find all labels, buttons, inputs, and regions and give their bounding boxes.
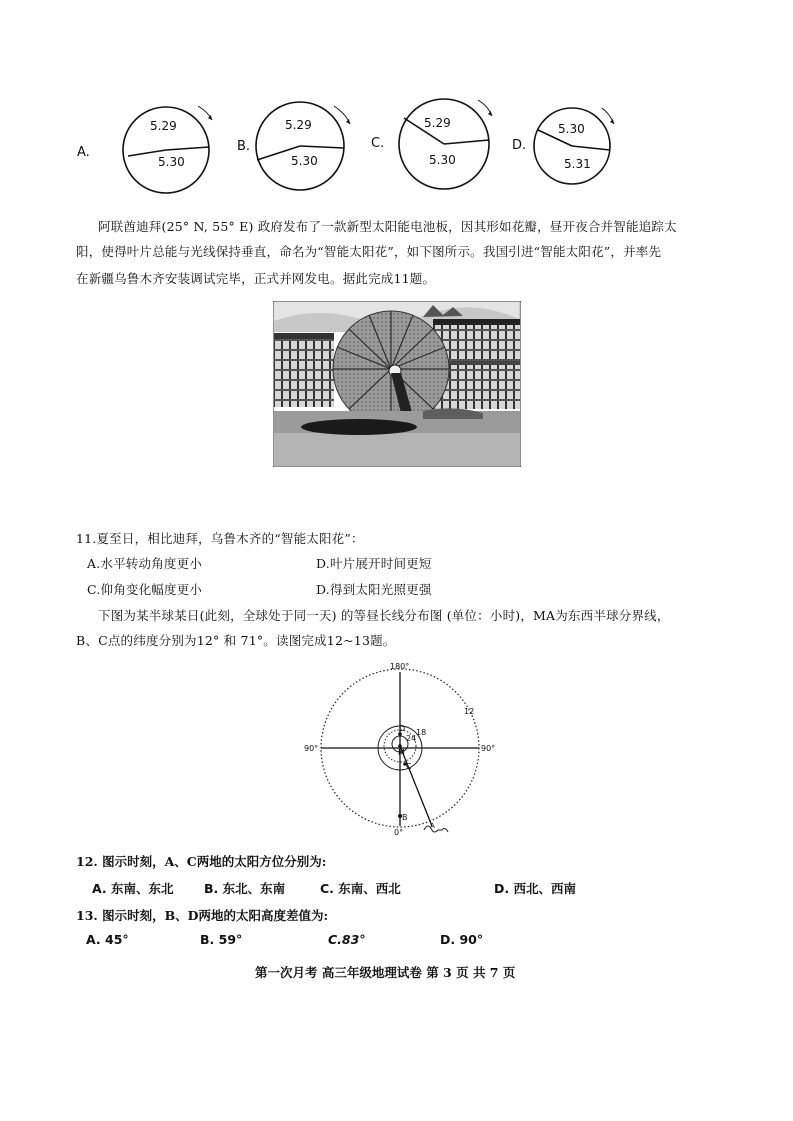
label-d: D xyxy=(399,724,406,733)
label-b: B xyxy=(402,813,408,822)
q12-option-c: C. 东南、西北 xyxy=(320,881,401,896)
day-length-diagram xyxy=(302,658,498,842)
q11-option-d-top: D.叶片展开时间更短 xyxy=(316,556,432,571)
handwritten-annotation xyxy=(424,826,448,832)
passage2-line2: B、C点的纬度分别为12° 和 71°。读图完成12~13题。 xyxy=(76,633,396,648)
dial-option-b xyxy=(254,96,364,196)
label-0: 0° xyxy=(394,828,404,837)
label-24: 24 xyxy=(406,734,417,743)
dial-b-top-label: 5.29 xyxy=(285,118,312,132)
dial-c-top-label: 5.29 xyxy=(424,116,451,130)
q12-option-b: B. 东北、东南 xyxy=(204,881,286,896)
label-90-left: 90° xyxy=(304,744,319,753)
passage2-line1: 下图为某半球某日(此刻，全球处于同一天) 的等昼长线分布图 (单位：小时)，MA为东西半球分界线， xyxy=(98,608,670,623)
smart-sunflower-photo xyxy=(273,301,521,467)
option-a-letter: A. xyxy=(77,145,90,160)
dial-c-bottom-label: 5.30 xyxy=(429,153,456,167)
dial-b-bottom-label: 5.30 xyxy=(291,154,318,168)
label-18: 18 xyxy=(416,728,427,737)
option-b-letter: B. xyxy=(237,139,251,154)
q11-option-d-bottom: D.得到太阳光照更强 xyxy=(316,582,432,597)
dial-a-top-label: 5.29 xyxy=(150,119,177,133)
dial-option-c xyxy=(392,94,504,194)
q13-stem: 13. 图示时刻，B、D两地的太阳高度差值为: xyxy=(76,908,329,923)
label-90-right: 90° xyxy=(481,744,496,753)
dial-option-d xyxy=(530,94,625,194)
q13-option-c: C.83° xyxy=(328,932,366,947)
q13-option-b: B. 59° xyxy=(200,932,243,947)
q11-option-c: C.仰角变化幅度更小 xyxy=(87,582,203,597)
q13-option-d: D. 90° xyxy=(440,932,484,947)
option-d-letter: D. xyxy=(512,138,527,153)
q11-option-a: A.水平转动角度更小 xyxy=(87,556,203,571)
passage1-line2: 阳，使得叶片总能与光线保持垂直，命名为“智能太阳花”，如下图所示。我国引进“智能太阳花”，并率先 xyxy=(76,244,662,259)
q13-option-a: A. 45° xyxy=(86,932,129,947)
q12-stem: 12. 图示时刻，A、C两地的太阳方位分别为: xyxy=(76,854,327,869)
label-m: M xyxy=(398,748,405,757)
dial-d-top-label: 5.30 xyxy=(558,122,585,136)
page-footer: 第一次月考 高三年级地理试卷 第 3 页 共 7 页 xyxy=(255,965,516,980)
label-180: 180° xyxy=(390,662,410,671)
q11-stem: 11.夏至日，相比迪拜，乌鲁木齐的“智能太阳花”： xyxy=(76,531,364,546)
option-c-letter: C. xyxy=(371,136,385,151)
passage1-line3: 在新疆乌鲁木齐安装调试完毕，正式并网发电。据此完成11题。 xyxy=(76,271,436,286)
dial-option-a xyxy=(120,98,230,198)
label-c: C xyxy=(406,762,412,771)
q12-option-d: D. 西北、西南 xyxy=(494,881,576,896)
q12-option-a: A. 东南、东北 xyxy=(92,881,174,896)
label-a: A xyxy=(430,822,435,830)
dial-d-bottom-label: 5.31 xyxy=(564,157,591,171)
label-12: 12 xyxy=(464,707,475,716)
passage1-line1: 阿联酋迪拜(25° N, 55° E) 政府发布了一款新型太阳能电池板，因其形如花瓣，昼开夜合并智能追踪太 xyxy=(98,219,677,234)
dial-a-bottom-label: 5.30 xyxy=(158,155,185,169)
